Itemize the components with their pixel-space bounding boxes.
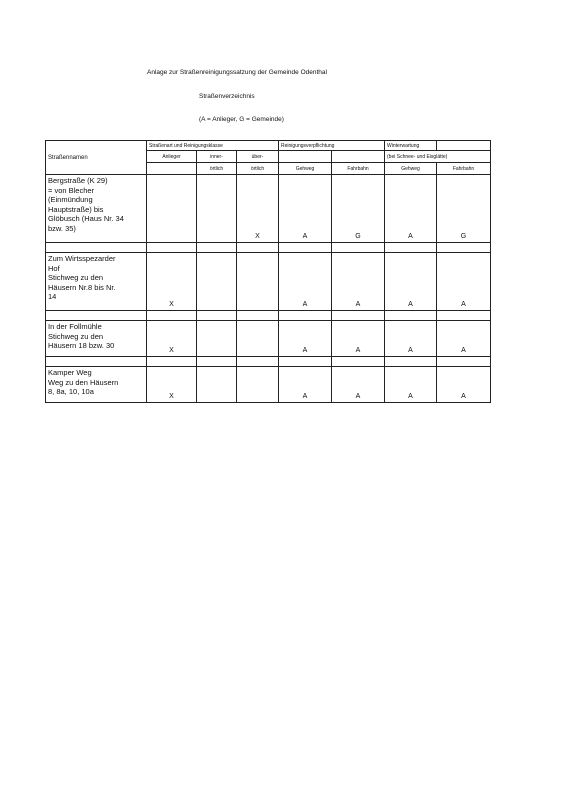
street-name-line: Stichweg zu den <box>48 331 104 341</box>
table-row <box>46 175 491 243</box>
header-winter-group: Winterwartung <box>385 141 437 151</box>
street-name-cell <box>46 175 147 243</box>
table-row <box>46 367 491 403</box>
header-fahrbahn: Fahrbahn <box>332 163 385 175</box>
ueber-cell <box>237 321 279 357</box>
street-name-cell <box>46 253 147 311</box>
winter-gehweg-cell: A <box>385 175 437 243</box>
fahrbahn-cell: A <box>332 367 385 403</box>
anlieger-cell <box>147 175 197 243</box>
document-subtitle: Straßenverzeichnis <box>199 93 255 100</box>
street-name-line: Bergstraße (K 29) <box>48 176 108 185</box>
ueber-cell: X <box>237 175 279 243</box>
header-winter-sub: (bei Schnee- und Eisglätte) <box>385 151 491 163</box>
header-gehweg: Gehweg <box>279 163 332 175</box>
header-cleaning-spacer-2 <box>332 151 385 163</box>
street-name-line: bzw. 35) <box>48 223 76 233</box>
anlieger-cell: X <box>147 253 197 311</box>
ueber-cell <box>237 367 279 403</box>
gehweg-cell: A <box>279 367 332 403</box>
fahrbahn-cell: A <box>332 321 385 357</box>
anlieger-cell: X <box>147 321 197 357</box>
document-title: Anlage zur Straßenreinigungssatzung der Gemeinde Odenthal <box>147 69 327 76</box>
winter-fahrbahn-cell: A <box>437 321 491 357</box>
header-blank <box>437 141 491 151</box>
ueber-cell <box>237 253 279 311</box>
spacer-row <box>46 357 491 367</box>
header-anlieger: Anlieger <box>147 151 197 163</box>
header-inner-1: inner- <box>197 151 237 163</box>
street-name-line: Hof <box>48 263 60 273</box>
street-name-line: Zum Wirtsspezarder <box>48 254 116 263</box>
table-row <box>46 321 491 357</box>
street-name-cell <box>46 321 147 357</box>
spacer-row <box>46 311 491 321</box>
street-name-line: (Einmündung <box>48 195 93 204</box>
inner-cell <box>197 367 237 403</box>
street-name-line: 8, 8a, 10, 10a <box>48 387 94 396</box>
header-winter-gehweg: Gehweg <box>385 163 437 175</box>
gehweg-cell: A <box>279 321 332 357</box>
street-name-line: Hauptstraße) bis <box>48 204 104 214</box>
table-row <box>46 253 491 311</box>
street-name-line: Kamper Weg <box>48 368 92 377</box>
winter-gehweg-cell: A <box>385 367 437 403</box>
winter-fahrbahn-cell: A <box>437 367 491 403</box>
street-name-line: 14 <box>48 292 57 301</box>
street-name-line: In der Follmühle <box>48 322 102 331</box>
street-name-line: Häusern 18 bzw. 30 <box>48 341 115 350</box>
street-name-line: Weg zu den Häusern <box>48 377 119 387</box>
street-name-line: Stichweg zu den <box>48 273 104 282</box>
header-cleaning-group: Reinigungsverpflichtung <box>279 141 385 151</box>
inner-cell <box>197 175 237 243</box>
header-anlieger-spacer <box>147 163 197 175</box>
fahrbahn-cell: A <box>332 253 385 311</box>
winter-gehweg-cell: A <box>385 253 437 311</box>
inner-cell <box>197 321 237 357</box>
header-street-names: Straßennamen <box>46 141 147 175</box>
gehweg-cell: A <box>279 253 332 311</box>
header-ueber-1: über- <box>237 151 279 163</box>
street-name-line: Häusern Nr.8 bis Nr. <box>48 282 116 292</box>
header-cleaning-spacer-1 <box>279 151 332 163</box>
inner-cell <box>197 253 237 311</box>
winter-fahrbahn-cell: G <box>437 175 491 243</box>
winter-gehweg-cell: A <box>385 321 437 357</box>
street-name-line: = von Blecher <box>48 185 95 195</box>
anlieger-cell: X <box>147 367 197 403</box>
spacer-row <box>46 243 491 253</box>
gehweg-cell: A <box>279 175 332 243</box>
street-name-cell <box>46 367 147 403</box>
header-ueber-2: örtlich <box>237 163 279 175</box>
header-inner-2: örtlich <box>197 163 237 175</box>
fahrbahn-cell: G <box>332 175 385 243</box>
header-class-group: Straßenart und Reinigungsklasse <box>147 141 279 151</box>
street-name-line: Glöbusch (Haus Nr. 34 <box>48 214 124 223</box>
header-winter-fahrbahn: Fahrbahn <box>437 163 491 175</box>
street-table <box>45 140 491 403</box>
winter-fahrbahn-cell: A <box>437 253 491 311</box>
legend-text: (A = Anlieger, G = Gemeinde) <box>199 116 284 123</box>
